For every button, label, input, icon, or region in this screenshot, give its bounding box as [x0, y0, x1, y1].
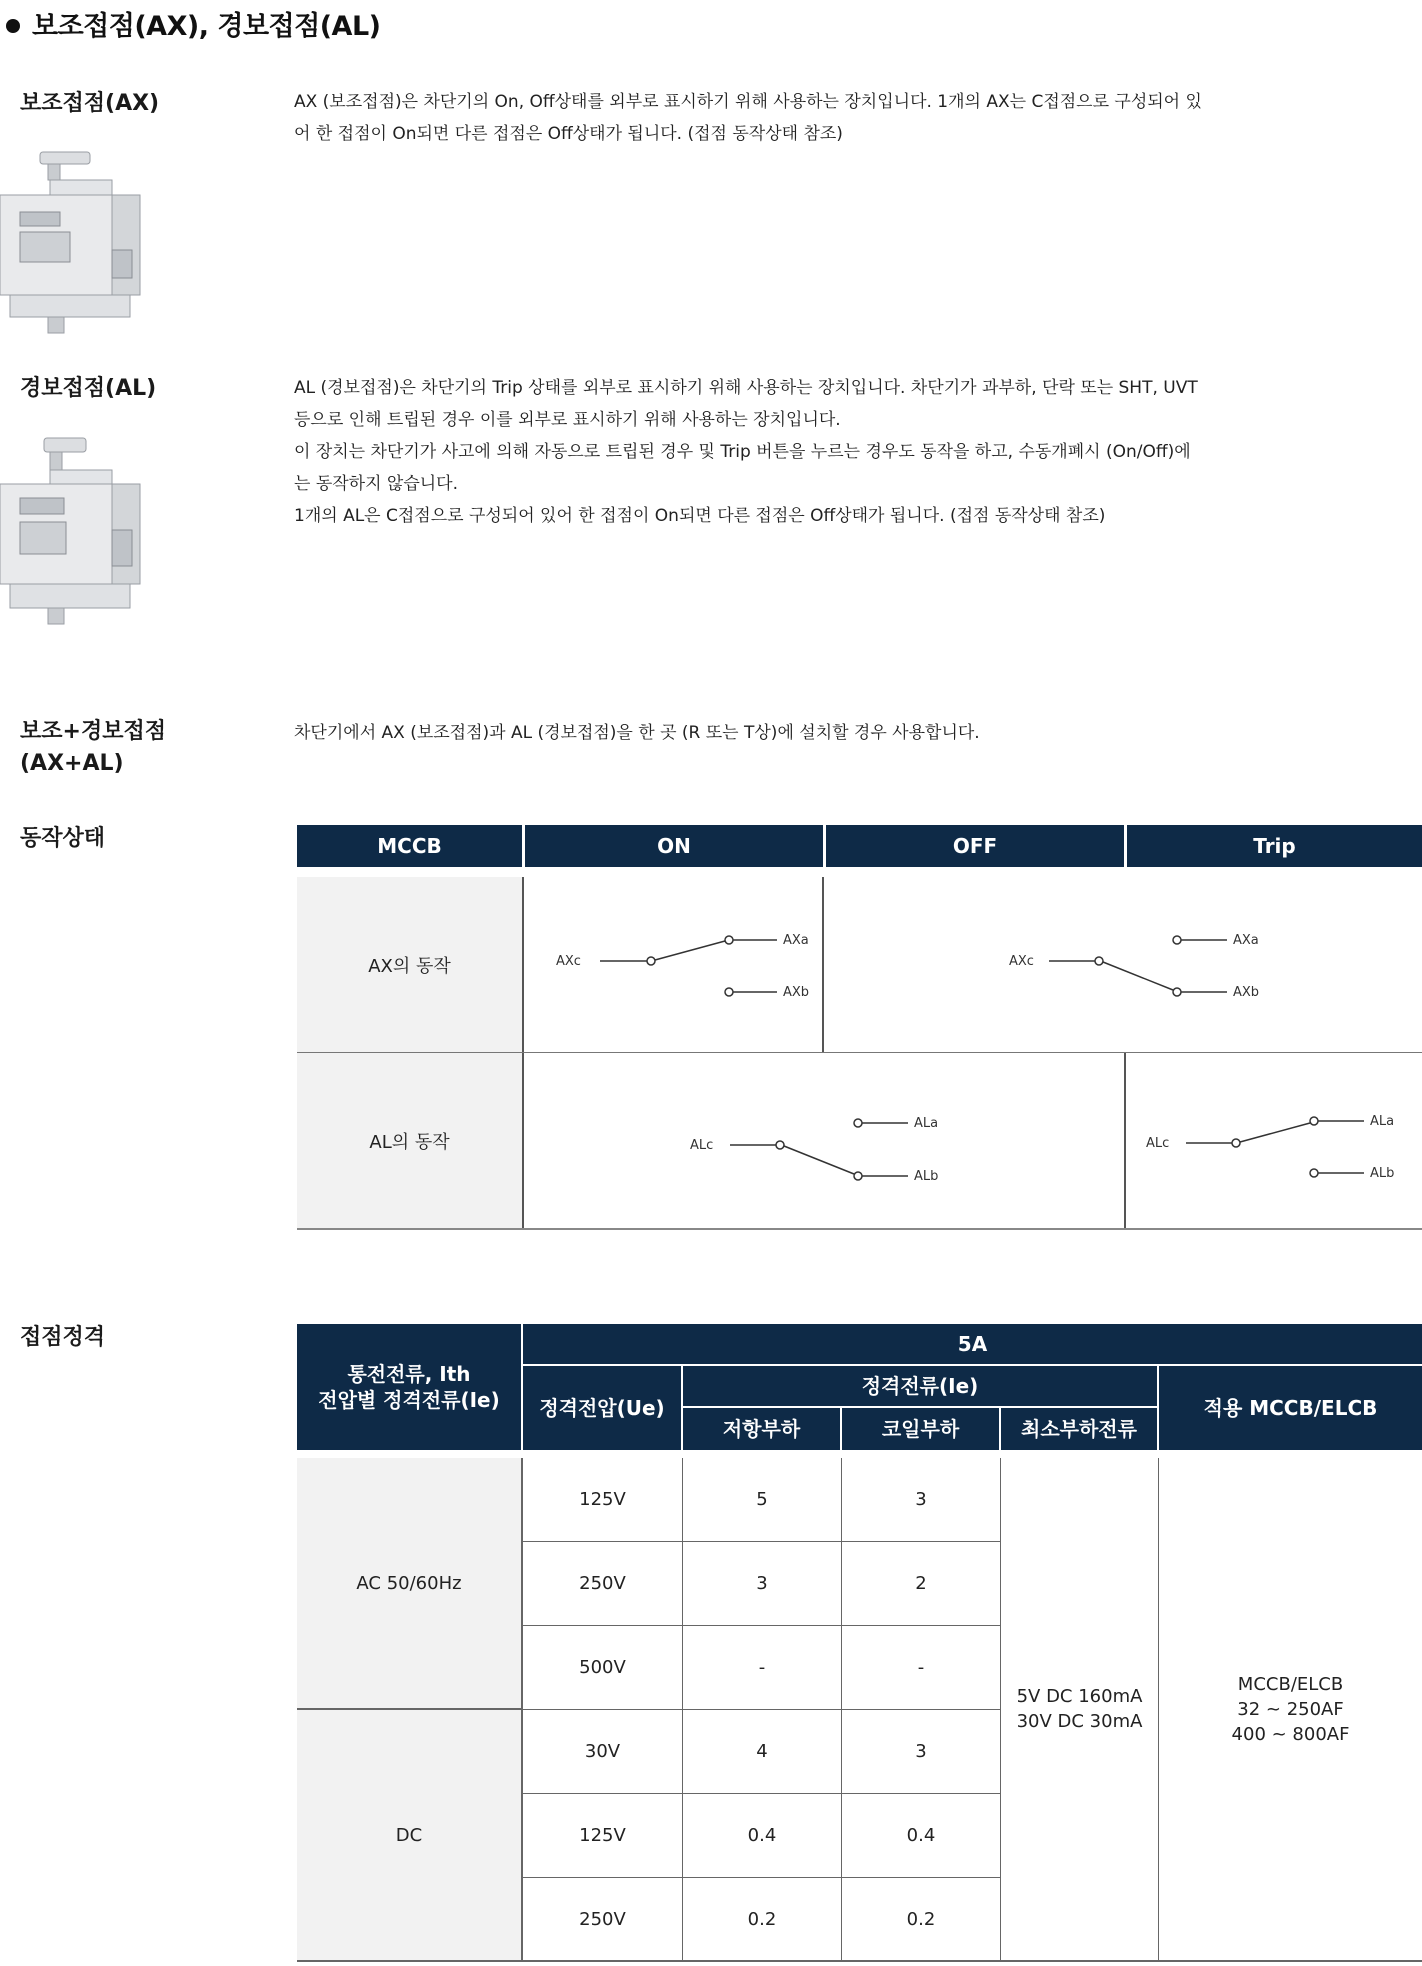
- table-cell-coil: 2: [915, 1573, 927, 1594]
- rating-header-resistive: 저항부하: [683, 1408, 840, 1450]
- rating-header-5a: 5A: [523, 1324, 1422, 1364]
- rating-header-voltage: 정격전압(Ue): [523, 1366, 681, 1450]
- table-cell-resistive: 0.4: [747, 1825, 777, 1846]
- al-trip-common-label: ALc: [1146, 1136, 1170, 1151]
- al-onoff-a-label: ALa: [914, 1116, 939, 1131]
- group-dc-label: DC: [297, 1710, 521, 1960]
- ax-on-a-label: AXa: [783, 933, 809, 948]
- op-header-off: OFF: [826, 825, 1124, 867]
- op-row-ax-label: AX의 동작: [297, 877, 522, 1052]
- al-on-off-diagram: [523, 1053, 1123, 1228]
- al-onoff-common-label: ALc: [690, 1138, 714, 1153]
- al-onoff-b-label: ALb: [914, 1169, 939, 1184]
- table-cell-coil: 3: [915, 1489, 927, 1510]
- table-cell-voltage: 250V: [579, 1573, 626, 1594]
- table-cell-voltage: 250V: [579, 1908, 626, 1930]
- al-section-label: 경보접점(AL): [20, 376, 157, 401]
- page-title: 보조접점(AX), 경보접점(AL): [6, 4, 381, 43]
- ax-section-label: 보조접점(AX): [20, 91, 160, 116]
- table-cell-resistive: 5: [756, 1489, 768, 1510]
- table-cell-resistive: 0.2: [747, 1908, 777, 1930]
- rating-header-apply: 적용 MCCB/ELCB: [1159, 1366, 1422, 1450]
- apply-mccb-cell: MCCB/ELCB 32 ~ 250AF 400 ~ 800AF: [1231, 1673, 1350, 1745]
- table-cell-voltage: 125V: [579, 1825, 626, 1846]
- ax-on-diagram: [523, 877, 822, 1052]
- rating-section-label: 접점정격: [20, 1325, 106, 1350]
- table-cell-resistive: -: [758, 1657, 766, 1678]
- op-header-mccb: MCCB: [297, 825, 522, 867]
- table-cell-voltage: 30V: [584, 1741, 621, 1762]
- ax-off-trip-diagram: [824, 877, 1422, 1052]
- operation-table: [297, 825, 1422, 1230]
- ax-off-common-label: AXc: [1009, 954, 1034, 969]
- axal-description: 차단기에서 AX (보조접점)과 AL (경보접점)을 한 곳 (R 또는 T상)에 설치할 경우 사용합니다.: [294, 723, 980, 743]
- op-bottom-line: [297, 1228, 1422, 1230]
- ax-off-a-label: AXa: [1233, 933, 1259, 948]
- ax-description: AX (보조접점)은 차단기의 On, Off상태를 외부로 표시하기 위해 사용하는 장치입니다. 1개의 AX는 C접점으로 구성되어 있 어 한 접점이 On되면 다른 접점은 Off상태가 됩니다. (접점 동작상태 참조): [294, 92, 1202, 144]
- op-header-trip: Trip: [1127, 825, 1422, 867]
- rating-header-left: 통전전류, Ith 전압별 정격전류(Ie): [297, 1324, 521, 1450]
- grid-bottom-line: [297, 1960, 1422, 1962]
- min-load-current-cell: 5V DC 160mA 30V DC 30mA: [1016, 1686, 1143, 1732]
- table-cell-coil: 0.2: [906, 1908, 936, 1930]
- table-cell-coil: -: [917, 1657, 925, 1678]
- ax-off-b-label: AXb: [1233, 985, 1260, 1000]
- table-cell-resistive: 3: [756, 1573, 768, 1594]
- ax-on-b-label: AXb: [783, 985, 810, 1000]
- op-row-al-label: AL의 동작: [297, 1053, 522, 1228]
- rating-header-min: 최소부하전류: [1001, 1408, 1157, 1450]
- al-product-image: [0, 430, 150, 630]
- operation-section-label: 동작상태: [20, 826, 106, 851]
- table-cell-voltage: 125V: [579, 1489, 626, 1510]
- al-trip-b-label: ALb: [1370, 1166, 1395, 1181]
- table-cell-resistive: 4: [756, 1741, 768, 1762]
- ax-product-image: [0, 140, 150, 340]
- al-description: AL (경보접점)은 차단기의 Trip 상태를 외부로 표시하기 위해 사용하는 장치입니다. 차단기가 과부하, 단락 또는 SHT, UVT 등으로 인해 트립된 경우 이를 외부로 표시하기 위해 사용하는 장치입니다. 이 장치는 차단기가 사고에 의해 자동으로 트립된 경우 및 Trip 버튼을 누르는 경우도 동작을 하고, 수동개폐시 (On/Off)에 는 동작하지 않습니다. 1개의 AL은 C접점으로 구성되어 있어 한 접점이 On되면 다른 접점은 Off상태가 됩니다. (접점 동작상태 참조): [294, 378, 1198, 526]
- group-ac-label: AC 50/60Hz: [297, 1458, 521, 1708]
- op-header-on: ON: [525, 825, 823, 867]
- table-cell-coil: 0.4: [906, 1825, 936, 1846]
- rating-header-coil: 코일부하: [842, 1408, 999, 1450]
- axal-section-label: 보조+경보접점 (AX+AL): [20, 719, 166, 776]
- bullet-icon: [6, 19, 20, 33]
- grid-line: [297, 1708, 521, 1710]
- ax-on-common-label: AXc: [556, 954, 581, 969]
- rating-table: [297, 1324, 1422, 1966]
- rating-header-current: 정격전류(Ie): [683, 1366, 1157, 1406]
- table-cell-voltage: 500V: [579, 1657, 626, 1678]
- al-trip-diagram: [1126, 1053, 1422, 1228]
- table-cell-coil: 3: [915, 1741, 927, 1762]
- al-trip-a-label: ALa: [1370, 1114, 1395, 1129]
